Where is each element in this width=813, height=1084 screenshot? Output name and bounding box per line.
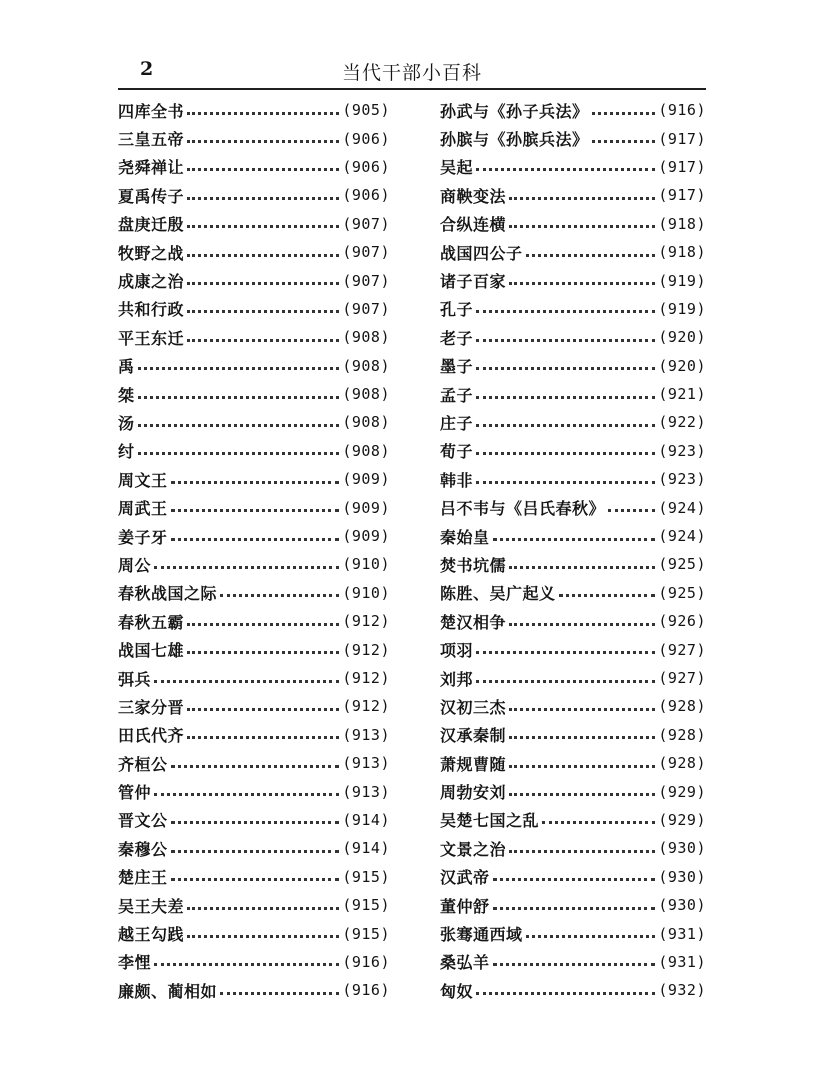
entry-page-number: (924): [658, 527, 706, 546]
index-entry: [440, 721, 706, 749]
dot-leader: [542, 821, 655, 824]
index-entry: [440, 465, 706, 493]
entry-term: 夏禹传子: [118, 186, 185, 206]
entry-term: 陈胜、吴广起义: [440, 584, 556, 604]
dot-leader: [592, 140, 656, 143]
entry-term: 孙武与《孙子兵法》: [440, 101, 589, 121]
entry-page-number: (926): [658, 612, 706, 631]
entry-term: 禹: [118, 357, 135, 377]
entry-term: 刘邦: [440, 669, 474, 689]
entry-term: 牧野之战: [118, 243, 185, 263]
index-entry: [118, 948, 390, 976]
header-rule: [118, 88, 706, 90]
entry-term: 墨子: [440, 357, 474, 377]
entry-term: 三皇五帝: [118, 130, 185, 150]
dot-leader: [509, 623, 655, 626]
entry-term: 庄子: [440, 413, 474, 433]
index-entry: [440, 522, 706, 550]
dot-leader: [154, 793, 339, 796]
entry-term: 老子: [440, 328, 474, 348]
dot-leader: [187, 736, 339, 739]
entry-term: 越王勾践: [118, 925, 185, 945]
entry-term: 三家分晋: [118, 697, 185, 717]
entry-page-number: (928): [658, 754, 706, 773]
dot-leader: [171, 765, 340, 768]
index-column-right: [440, 96, 706, 1005]
entry-term: 孟子: [440, 385, 474, 405]
entry-term: 诸子百家: [440, 272, 507, 292]
index-entry: [118, 352, 390, 380]
entry-term: 周文王: [118, 470, 168, 490]
index-entry: [118, 408, 390, 436]
dot-leader: [509, 708, 655, 711]
dot-leader: [493, 538, 656, 541]
dot-leader: [187, 651, 339, 654]
entry-term: 匈奴: [440, 981, 474, 1001]
entry-term: 汉武帝: [440, 868, 490, 888]
dot-leader: [154, 566, 339, 569]
index-entry: [440, 210, 706, 238]
entry-term: 吴起: [440, 158, 474, 178]
index-entry: [118, 635, 390, 663]
dot-leader: [187, 339, 339, 342]
index-entry: [440, 579, 706, 607]
dot-leader: [476, 339, 655, 342]
index-entry: [118, 266, 390, 294]
dot-leader: [476, 367, 655, 370]
entry-term: 吕不韦与《吕氏春秋》: [440, 499, 606, 519]
entry-page-number: (907): [342, 271, 390, 290]
dot-leader: [187, 140, 339, 143]
dot-leader: [187, 112, 339, 115]
entry-page-number: (918): [658, 243, 706, 262]
entry-term: 成康之治: [118, 272, 185, 292]
entry-term: 韩非: [440, 470, 474, 490]
dot-leader: [493, 963, 656, 966]
index-entry: [118, 295, 390, 323]
index-entry: [118, 721, 390, 749]
entry-term: 吴王夫差: [118, 896, 185, 916]
entry-page-number: (909): [342, 498, 390, 517]
entry-page-number: (912): [342, 697, 390, 716]
entry-page-number: (917): [658, 186, 706, 205]
index-entry: [440, 408, 706, 436]
index-entry: [440, 692, 706, 720]
entry-page-number: (908): [342, 413, 390, 432]
entry-page-number: (912): [342, 640, 390, 659]
entry-term: 四库全书: [118, 101, 185, 121]
entry-term: 弭兵: [118, 669, 152, 689]
entry-page-number: (928): [658, 725, 706, 744]
entry-page-number: (916): [342, 952, 390, 971]
entry-term: 秦始皇: [440, 527, 490, 547]
entry-term: 萧规曹随: [440, 754, 507, 774]
entry-page-number: (930): [658, 896, 706, 915]
dot-leader: [509, 765, 655, 768]
dot-leader: [138, 452, 340, 455]
entry-term: 尧舜禅让: [118, 158, 185, 178]
entry-term: 战国四公子: [440, 243, 523, 263]
entry-page-number: (913): [342, 782, 390, 801]
index-entry: [440, 437, 706, 465]
dot-leader: [592, 112, 656, 115]
entry-term: 李悝: [118, 953, 152, 973]
entry-term: 吴楚七国之乱: [440, 811, 540, 831]
index-entry: [440, 664, 706, 692]
entry-page-number: (915): [342, 896, 390, 915]
entry-page-number: (908): [342, 441, 390, 460]
dot-leader: [154, 680, 339, 683]
entry-term: 田氏代齐: [118, 726, 185, 746]
index-entry: [118, 124, 390, 152]
index-entry: [118, 806, 390, 834]
index-entry: [440, 295, 706, 323]
index-entry: [118, 607, 390, 635]
index-entry: [118, 863, 390, 891]
index-entry: [440, 380, 706, 408]
entry-page-number: (905): [342, 101, 390, 120]
index-entry: [118, 380, 390, 408]
entry-page-number: (930): [658, 839, 706, 858]
index-entry: [440, 948, 706, 976]
dot-leader: [187, 935, 339, 938]
dot-leader: [187, 225, 339, 228]
index-entry: [118, 834, 390, 862]
entry-page-number: (914): [342, 810, 390, 829]
index-entry: [440, 96, 706, 124]
entry-term: 桑弘羊: [440, 953, 490, 973]
dot-leader: [476, 396, 655, 399]
entry-term: 姜子牙: [118, 527, 168, 547]
entry-term: 春秋战国之际: [118, 584, 218, 604]
index-entry: [440, 493, 706, 521]
entry-page-number: (908): [342, 385, 390, 404]
dot-leader: [171, 878, 340, 881]
index-entry: [118, 891, 390, 919]
index-entry: [118, 96, 390, 124]
entry-page-number: (919): [658, 299, 706, 318]
dot-leader: [171, 821, 340, 824]
entry-page-number: (908): [342, 328, 390, 347]
dot-leader: [171, 538, 340, 541]
entry-term: 纣: [118, 442, 135, 462]
entry-term: 管仲: [118, 783, 152, 803]
dot-leader: [220, 594, 339, 597]
index-entry: [118, 493, 390, 521]
entry-term: 荀子: [440, 442, 474, 462]
dot-leader: [476, 651, 655, 654]
index-entry: [440, 919, 706, 947]
entry-page-number: (917): [658, 129, 706, 148]
entry-page-number: (916): [658, 101, 706, 120]
entry-term: 项羽: [440, 641, 474, 661]
entry-page-number: (913): [342, 754, 390, 773]
entry-page-number: (925): [658, 583, 706, 602]
index-entry: [440, 863, 706, 891]
entry-term: 周武王: [118, 499, 168, 519]
dot-leader: [509, 566, 655, 569]
index-entry: [440, 238, 706, 266]
entry-page-number: (915): [342, 924, 390, 943]
dot-leader: [608, 509, 655, 512]
dot-leader: [509, 736, 655, 739]
entry-term: 晋文公: [118, 811, 168, 831]
entry-term: 汉承秦制: [440, 726, 507, 746]
dot-leader: [138, 396, 340, 399]
entry-term: 孔子: [440, 300, 474, 320]
entry-term: 周勃安刘: [440, 783, 507, 803]
index-entry: [118, 664, 390, 692]
entry-page-number: (918): [658, 214, 706, 233]
dot-leader: [509, 197, 655, 200]
dot-leader: [509, 850, 655, 853]
dot-leader: [171, 509, 340, 512]
entry-term: 董仲舒: [440, 896, 490, 916]
index-entry: [440, 153, 706, 181]
entry-page-number: (914): [342, 839, 390, 858]
dot-leader: [187, 282, 339, 285]
index-entry: [440, 181, 706, 209]
dot-leader: [138, 424, 340, 427]
entry-term: 廉颇、蔺相如: [118, 981, 218, 1001]
index-entry: [118, 465, 390, 493]
dot-leader: [187, 310, 339, 313]
entry-page-number: (932): [658, 981, 706, 1000]
dot-leader: [476, 452, 655, 455]
entry-page-number: (907): [342, 214, 390, 233]
dot-leader: [171, 481, 340, 484]
index-entry: [440, 976, 706, 1004]
entry-page-number: (924): [658, 498, 706, 517]
index-entry: [118, 550, 390, 578]
dot-leader: [493, 907, 656, 910]
entry-page-number: (921): [658, 385, 706, 404]
entry-page-number: (907): [342, 243, 390, 262]
dot-leader: [476, 680, 655, 683]
index-entry: [440, 352, 706, 380]
book-title: 当代干部小百科: [341, 62, 482, 84]
dot-leader: [476, 992, 655, 995]
index-entry: [440, 266, 706, 294]
entry-term: 楚庄王: [118, 868, 168, 888]
entry-page-number: (929): [658, 782, 706, 801]
index-entry: [440, 891, 706, 919]
entry-page-number: (906): [342, 129, 390, 148]
entry-page-number: (915): [342, 867, 390, 886]
entry-term: 焚书坑儒: [440, 555, 507, 575]
entry-page-number: (928): [658, 697, 706, 716]
entry-term: 共和行政: [118, 300, 185, 320]
entry-page-number: (931): [658, 952, 706, 971]
entry-term: 桀: [118, 385, 135, 405]
index-entry: [440, 124, 706, 152]
entry-term: 秦穆公: [118, 839, 168, 859]
entry-term: 文景之治: [440, 839, 507, 859]
entry-page-number: (909): [342, 527, 390, 546]
dot-leader: [559, 594, 656, 597]
entry-page-number: (912): [342, 669, 390, 687]
page-number: 2: [140, 58, 154, 80]
index-entry: [118, 210, 390, 238]
index-entry: [440, 749, 706, 777]
dot-leader: [187, 623, 339, 626]
entry-term: 周公: [118, 555, 152, 575]
entry-page-number: (930): [658, 867, 706, 886]
entry-page-number: (909): [342, 470, 390, 489]
entry-term: 齐桓公: [118, 754, 168, 774]
dot-leader: [154, 963, 339, 966]
index-entry: [118, 777, 390, 805]
entry-page-number: (908): [342, 356, 390, 375]
entry-term: 平王东迁: [118, 328, 185, 348]
dot-leader: [220, 992, 339, 995]
index-entry: [440, 777, 706, 805]
entry-page-number: (923): [658, 470, 706, 489]
dot-leader: [509, 793, 655, 796]
dot-leader: [187, 168, 339, 171]
dot-leader: [138, 367, 340, 370]
dot-leader: [187, 708, 339, 711]
index-column-left: [118, 96, 390, 1005]
entry-page-number: (913): [342, 725, 390, 744]
entry-term: 张骞通西域: [440, 925, 523, 945]
index-entry: [118, 976, 390, 1004]
dot-leader: [476, 168, 655, 171]
entry-page-number: (929): [658, 810, 706, 829]
dot-leader: [476, 481, 655, 484]
entry-term: 孙膑与《孙膑兵法》: [440, 130, 589, 150]
dot-leader: [476, 310, 655, 313]
index-entry: [118, 749, 390, 777]
entry-page-number: (925): [658, 555, 706, 574]
entry-term: 战国七雄: [118, 641, 185, 661]
entry-page-number: (923): [658, 441, 706, 460]
entry-term: 合纵连横: [440, 215, 507, 235]
entry-page-number: (916): [342, 981, 390, 1000]
index-entry: [118, 153, 390, 181]
dot-leader: [187, 907, 339, 910]
dot-leader: [526, 935, 656, 938]
index-entry: [118, 238, 390, 266]
entry-term: 汤: [118, 413, 135, 433]
dot-leader: [526, 254, 656, 257]
index-entry: [118, 579, 390, 607]
entry-term: 汉初三杰: [440, 697, 507, 717]
entry-page-number: (906): [342, 186, 390, 205]
entry-page-number: (920): [658, 356, 706, 375]
index-entry: [118, 522, 390, 550]
index-entry: [440, 323, 706, 351]
entry-page-number: (920): [658, 328, 706, 347]
index-entry: [118, 437, 390, 465]
entry-term: 楚汉相争: [440, 612, 507, 632]
index-entry: [118, 323, 390, 351]
entry-page-number: (907): [342, 299, 390, 318]
entry-page-number: (912): [342, 612, 390, 631]
entry-page-number: (927): [658, 669, 706, 687]
index-entry: [118, 919, 390, 947]
index-entry: [118, 181, 390, 209]
entry-page-number: (906): [342, 157, 390, 176]
dot-leader: [171, 850, 340, 853]
entry-term: 盘庚迁殷: [118, 215, 185, 235]
entry-page-number: (910): [342, 555, 390, 574]
entry-page-number: (919): [658, 271, 706, 290]
dot-leader: [476, 424, 655, 427]
index-entry: [440, 834, 706, 862]
entry-page-number: (931): [658, 924, 706, 943]
dot-leader: [509, 225, 655, 228]
entry-page-number: (922): [658, 413, 706, 432]
index-entry: [440, 635, 706, 663]
index-entry: [118, 692, 390, 720]
entry-page-number: (910): [342, 583, 390, 602]
page-header: [118, 52, 706, 88]
index-entry: [440, 806, 706, 834]
entry-page-number: (927): [658, 640, 706, 659]
entry-page-number: (917): [658, 157, 706, 176]
index-entry: [440, 550, 706, 578]
dot-leader: [187, 254, 339, 257]
entry-term: 商鞅变法: [440, 186, 507, 206]
dot-leader: [509, 282, 655, 285]
dot-leader: [493, 878, 656, 881]
index-entry: [440, 607, 706, 635]
dot-leader: [187, 197, 339, 200]
entry-term: 春秋五霸: [118, 612, 185, 632]
